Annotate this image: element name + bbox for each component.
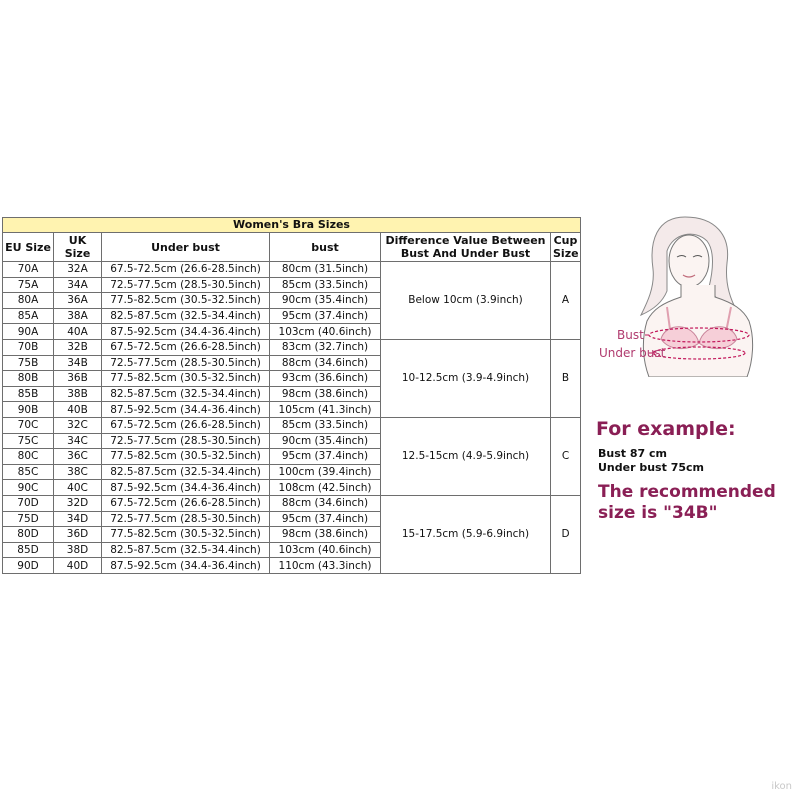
uk-size-cell: 36A bbox=[54, 293, 102, 309]
eu-size-cell: 70D bbox=[3, 495, 54, 511]
bust-cell: 90cm (35.4inch) bbox=[270, 293, 381, 309]
uk-size-cell: 34A bbox=[54, 277, 102, 293]
table-row bbox=[3, 495, 581, 511]
under-bust-cell: 82.5-87.5cm (32.5-34.4inch) bbox=[102, 542, 270, 558]
under-bust-cell: 72.5-77.5cm (28.5-30.5inch) bbox=[102, 433, 270, 449]
example-title: For example: bbox=[596, 418, 736, 440]
uk-size-cell: 36C bbox=[54, 449, 102, 465]
difference-cell: 15-17.5cm (5.9-6.9inch) bbox=[381, 495, 551, 573]
uk-size-cell: 36B bbox=[54, 371, 102, 387]
under-bust-cell: 82.5-87.5cm (32.5-34.4inch) bbox=[102, 464, 270, 480]
uk-size-cell: 38C bbox=[54, 464, 102, 480]
eu-size-cell: 75A bbox=[3, 277, 54, 293]
bust-cell: 110cm (43.3inch) bbox=[270, 558, 381, 574]
cup-size-cell: A bbox=[551, 262, 581, 340]
eu-size-cell: 85A bbox=[3, 308, 54, 324]
bust-label: Bust bbox=[617, 328, 644, 342]
under-bust-cell: 67.5-72.5cm (26.6-28.5inch) bbox=[102, 495, 270, 511]
table-row bbox=[3, 339, 581, 355]
face-shape bbox=[669, 235, 709, 287]
uk-size-cell: 34B bbox=[54, 355, 102, 371]
uk-size-cell: 32A bbox=[54, 262, 102, 278]
header-eu-size: EU Size bbox=[3, 233, 54, 262]
uk-size-cell: 32D bbox=[54, 495, 102, 511]
bra-size-table bbox=[2, 217, 581, 574]
uk-size-cell: 38D bbox=[54, 542, 102, 558]
bust-cell: 88cm (34.6inch) bbox=[270, 355, 381, 371]
under-bust-cell: 72.5-77.5cm (28.5-30.5inch) bbox=[102, 511, 270, 527]
eu-size-cell: 90A bbox=[3, 324, 54, 340]
uk-size-cell: 40A bbox=[54, 324, 102, 340]
eu-size-cell: 85C bbox=[3, 464, 54, 480]
bust-cell: 83cm (32.7inch) bbox=[270, 339, 381, 355]
uk-size-cell: 32B bbox=[54, 339, 102, 355]
under-bust-cell: 82.5-87.5cm (32.5-34.4inch) bbox=[102, 308, 270, 324]
recommendation-line-1: The recommended bbox=[598, 482, 776, 502]
bust-cell: 100cm (39.4inch) bbox=[270, 464, 381, 480]
under-bust-cell: 87.5-92.5cm (34.4-36.4inch) bbox=[102, 558, 270, 574]
bust-cell: 103cm (40.6inch) bbox=[270, 324, 381, 340]
bust-cell: 103cm (40.6inch) bbox=[270, 542, 381, 558]
eu-size-cell: 70C bbox=[3, 417, 54, 433]
watermark: ikon bbox=[771, 781, 792, 792]
cup-size-cell: C bbox=[551, 417, 581, 495]
under-bust-cell: 77.5-82.5cm (30.5-32.5inch) bbox=[102, 449, 270, 465]
eu-size-cell: 80B bbox=[3, 371, 54, 387]
under-bust-cell: 72.5-77.5cm (28.5-30.5inch) bbox=[102, 355, 270, 371]
under-bust-cell: 87.5-92.5cm (34.4-36.4inch) bbox=[102, 324, 270, 340]
recommendation-text bbox=[598, 482, 776, 524]
eu-size-cell: 85B bbox=[3, 386, 54, 402]
uk-size-cell: 40B bbox=[54, 402, 102, 418]
bra-measurement-illustration bbox=[597, 211, 797, 377]
cup-size-cell: D bbox=[551, 495, 581, 573]
example-bust: Bust 87 cm bbox=[598, 447, 667, 460]
eu-size-cell: 85D bbox=[3, 542, 54, 558]
difference-cell: 10-12.5cm (3.9-4.9inch) bbox=[381, 339, 551, 417]
bust-cell: 85cm (33.5inch) bbox=[270, 277, 381, 293]
under-bust-label: Under bust bbox=[599, 346, 666, 360]
uk-size-cell: 34C bbox=[54, 433, 102, 449]
uk-size-cell: 38A bbox=[54, 308, 102, 324]
bust-cell: 80cm (31.5inch) bbox=[270, 262, 381, 278]
under-bust-cell: 67.5-72.5cm (26.6-28.5inch) bbox=[102, 262, 270, 278]
eu-size-cell: 80D bbox=[3, 527, 54, 543]
bust-cell: 95cm (37.4inch) bbox=[270, 449, 381, 465]
bust-cell: 95cm (37.4inch) bbox=[270, 308, 381, 324]
uk-size-cell: 36D bbox=[54, 527, 102, 543]
example-under-bust: Under bust 75cm bbox=[598, 461, 704, 474]
uk-size-cell: 32C bbox=[54, 417, 102, 433]
bust-cell: 105cm (41.3inch) bbox=[270, 402, 381, 418]
under-bust-cell: 87.5-92.5cm (34.4-36.4inch) bbox=[102, 480, 270, 496]
under-bust-cell: 77.5-82.5cm (30.5-32.5inch) bbox=[102, 527, 270, 543]
table-row bbox=[3, 417, 581, 433]
uk-size-cell: 40C bbox=[54, 480, 102, 496]
cup-size-cell: B bbox=[551, 339, 581, 417]
header-under-bust: Under bust bbox=[102, 233, 270, 262]
bust-cell: 88cm (34.6inch) bbox=[270, 495, 381, 511]
under-bust-cell: 77.5-82.5cm (30.5-32.5inch) bbox=[102, 371, 270, 387]
bust-cell: 85cm (33.5inch) bbox=[270, 417, 381, 433]
uk-size-cell: 38B bbox=[54, 386, 102, 402]
under-bust-cell: 82.5-87.5cm (32.5-34.4inch) bbox=[102, 386, 270, 402]
eu-size-cell: 90C bbox=[3, 480, 54, 496]
eu-size-cell: 90B bbox=[3, 402, 54, 418]
bust-cell: 95cm (37.4inch) bbox=[270, 511, 381, 527]
header-cup-size: Cup Size bbox=[551, 233, 581, 262]
eu-size-cell: 75B bbox=[3, 355, 54, 371]
bust-cell: 90cm (35.4inch) bbox=[270, 433, 381, 449]
header-uk-size: UK Size bbox=[54, 233, 102, 262]
under-bust-cell: 67.5-72.5cm (26.6-28.5inch) bbox=[102, 417, 270, 433]
eu-size-cell: 70A bbox=[3, 262, 54, 278]
eu-size-cell: 80A bbox=[3, 293, 54, 309]
eu-size-cell: 75C bbox=[3, 433, 54, 449]
under-bust-cell: 72.5-77.5cm (28.5-30.5inch) bbox=[102, 277, 270, 293]
bust-cell: 98cm (38.6inch) bbox=[270, 527, 381, 543]
difference-cell: 12.5-15cm (4.9-5.9inch) bbox=[381, 417, 551, 495]
header-bust: bust bbox=[270, 233, 381, 262]
eu-size-cell: 70B bbox=[3, 339, 54, 355]
bust-cell: 108cm (42.5inch) bbox=[270, 480, 381, 496]
eu-size-cell: 90D bbox=[3, 558, 54, 574]
difference-cell: Below 10cm (3.9inch) bbox=[381, 262, 551, 340]
under-bust-cell: 87.5-92.5cm (34.4-36.4inch) bbox=[102, 402, 270, 418]
bust-cell: 98cm (38.6inch) bbox=[270, 386, 381, 402]
header-difference: Difference Value Between Bust And Under Bust bbox=[381, 233, 551, 262]
under-bust-cell: 67.5-72.5cm (26.6-28.5inch) bbox=[102, 339, 270, 355]
bust-cell: 93cm (36.6inch) bbox=[270, 371, 381, 387]
recommendation-line-2: size is "34B" bbox=[598, 503, 718, 523]
eu-size-cell: 75D bbox=[3, 511, 54, 527]
table-row bbox=[3, 262, 581, 278]
under-bust-cell: 77.5-82.5cm (30.5-32.5inch) bbox=[102, 293, 270, 309]
uk-size-cell: 34D bbox=[54, 511, 102, 527]
eu-size-cell: 80C bbox=[3, 449, 54, 465]
table-title: Women's Bra Sizes bbox=[3, 218, 581, 233]
uk-size-cell: 40D bbox=[54, 558, 102, 574]
